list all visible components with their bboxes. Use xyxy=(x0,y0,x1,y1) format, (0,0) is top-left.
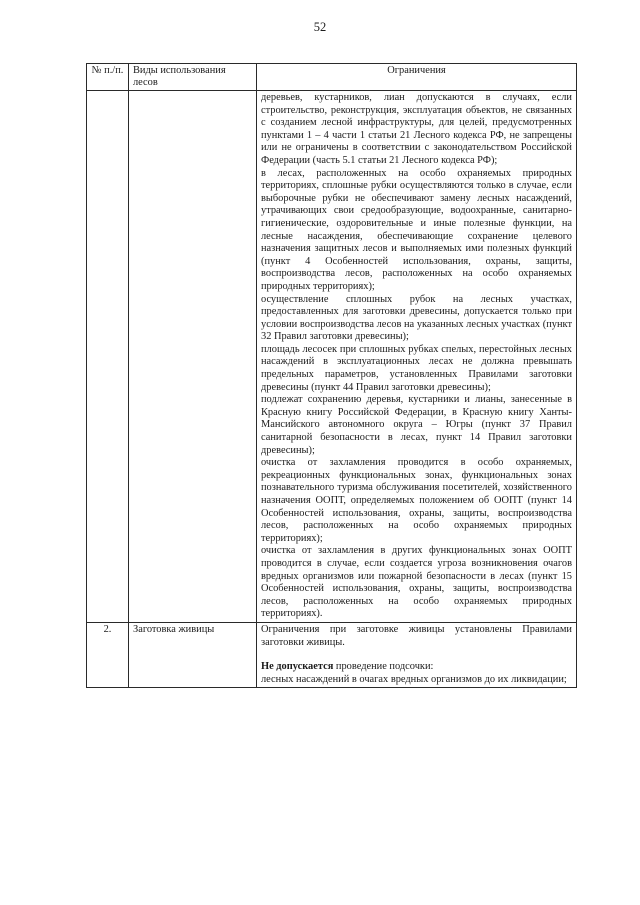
after-bold-text: проведение подсочки: xyxy=(333,661,434,673)
restrictions-table xyxy=(86,63,577,688)
table-row-2 xyxy=(87,622,577,687)
header-kind: Виды использования лесов xyxy=(129,64,257,91)
cell-number: 2. xyxy=(87,622,129,687)
cell-number-empty xyxy=(87,91,129,623)
cell-restrictions-continued xyxy=(257,91,577,623)
paragraph: очистка от захламления проводится в особо охраняемых, рекреационных функциональных зонах, функциональных зонах познавательного туризма обслуживания посетителей, хозяйственного назначения ООПТ, определяемых положением об ООПТ (пункт 14 Особенностей использования, охраны, защиты, воспроизводства лесов, расположенных на особо охраняемых природных территориях); xyxy=(261,457,572,544)
paragraph: деревьев, кустарников, лиан допускаются в случаях, если строительство, реконструкция, эксплуатация объектов, не связанных с созданием лесной инфраструктуры, для целей, предусмотренных пунктами 1 – 4 части 1 статьи 21 Лесного кодекса РФ, не запрещены или не ограничены в соответствии с законодательством Российской Федерации (часть 5.1 статьи 21 Лесного кодекса РФ); xyxy=(261,92,572,166)
paragraph-item: лесных насаждений в очагах вредных организмов до их ликвидации; xyxy=(261,673,567,685)
spacer xyxy=(261,649,572,661)
table-row-continued xyxy=(87,91,577,623)
cell-restrictions xyxy=(257,622,577,687)
paragraph: подлежат сохранению деревья, кустарники и лианы, занесенные в Красную книгу Российской Федерации, в Красную книгу Ханты-Мансийского автономного округа – Югры (пункт 37 Правил санитарной безопасности в лесах, пункт 14 Правил заготовки древесины); xyxy=(261,394,572,456)
paragraph: в лесах, расположенных на особо охраняемых природных территориях, сплошные рубки осуществляются только в случае, если выборочные рубки не обеспечивают замену лесных насаждений, утрачивающих свои средообразующие, водоохранные, санитарно-гигиенические, оздоровительные и иные полезные функции, на лесные насаждения, обеспечивающие сохранение целевого назначения защитных лесов и выполняемых ими полезных функций (пункт 4 Особенностей использования, охраны, защиты, воспроизводства лесов, расположенных на особо охраняемых природных территориях); xyxy=(261,167,572,292)
paragraph-not-allowed xyxy=(261,661,572,674)
page-number: 52 xyxy=(313,20,327,34)
paragraph: очистка от захламления в других функциональных зонах ООПТ проводится в случае, если создается угроза возникновения очагов вредных организмов или пожарной безопасности в лесах (пункт 15 Особенностей использования, охраны, защиты, воспроизводства лесов, расположенных на особо охраняемых природных территориях). xyxy=(261,545,572,620)
cell-kind-empty xyxy=(129,91,257,623)
paragraph-intro: Ограничения при заготовке живицы установлены Правилами заготовки живицы. xyxy=(261,623,572,648)
cell-kind: Заготовка живицы xyxy=(129,622,257,687)
paragraph: площадь лесосек при сплошных рубках спелых, перестойных лесных насаждений в эксплуатационных лесах не должна превышать предельных параметров, установленных Правилами заготовки древесины (пункт 44 Правил заготовки древесины); xyxy=(261,343,572,393)
table-header-row xyxy=(87,64,577,91)
bold-lead: Не допускается xyxy=(261,661,334,673)
header-number: № п./п. xyxy=(87,64,129,91)
header-restrictions: Ограничения xyxy=(257,64,577,91)
paragraph: осуществление сплошных рубок на лесных участках, предоставленных для заготовки древесины, допускается только при условии воспроизводства лесов на указанных лесных участках (пункт 32 Правил заготовки древесины); xyxy=(261,293,572,343)
